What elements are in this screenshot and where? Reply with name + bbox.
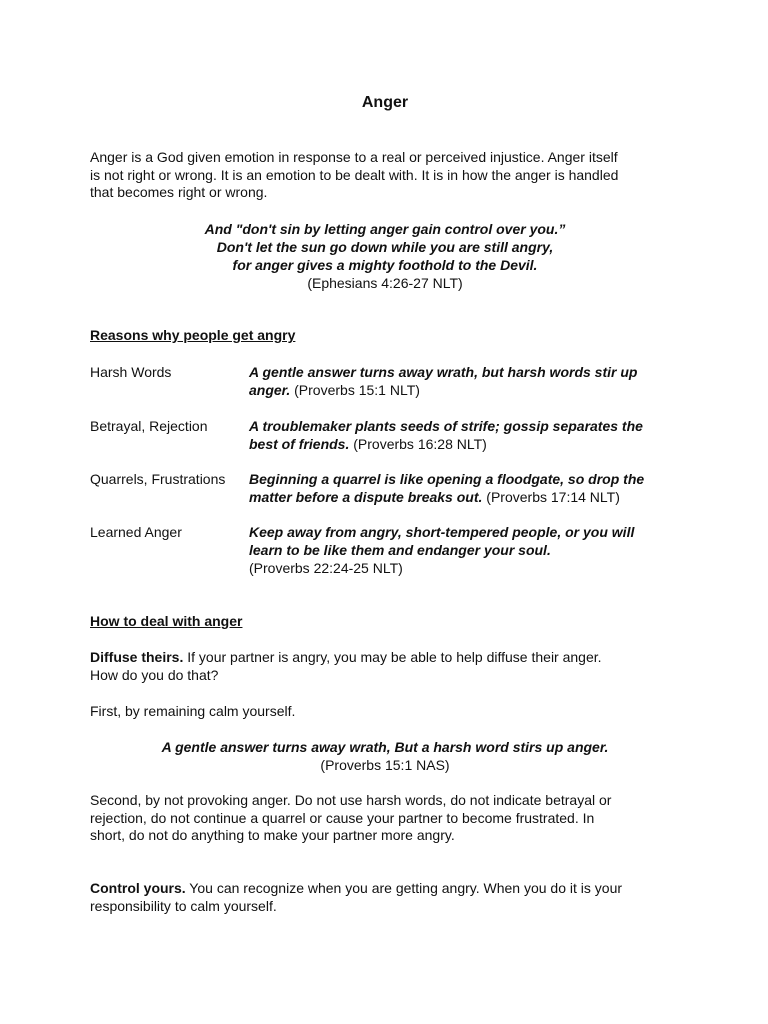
diffuse-text: If your partner is angry, you may be able to help diffuse their anger. bbox=[183, 649, 602, 665]
ephesians-quote bbox=[90, 220, 680, 292]
reason-verse-line-2: anger. bbox=[249, 382, 291, 398]
intro-line-2: is not right or wrong. It is an emotion to be dealt with. It is in how the anger is handled bbox=[90, 166, 619, 183]
proverbs-nas-line: A gentle answer turns away wrath, But a harsh word stirs up anger. bbox=[161, 739, 609, 755]
reason-reference: (Proverbs 16:28 NLT) bbox=[349, 436, 487, 452]
deal-heading: How to deal with anger bbox=[90, 613, 243, 629]
second-line-1: Second, by not provoking anger. Do not use harsh words, do not indicate betrayal or bbox=[90, 792, 612, 808]
reason-reference: (Proverbs 15:1 NLT) bbox=[290, 382, 420, 398]
second-paragraph bbox=[90, 792, 680, 845]
page-title: Anger bbox=[361, 94, 409, 111]
reason-reference: (Proverbs 22:24-25 NLT) bbox=[249, 560, 403, 576]
control-lead: Control yours. bbox=[90, 880, 186, 896]
diffuse-paragraph bbox=[90, 649, 680, 684]
reason-verse bbox=[249, 363, 689, 399]
intro-line-3: that becomes right or wrong. bbox=[90, 184, 268, 200]
ephesians-line-2: Don't let the sun go down while you are still angry, bbox=[216, 239, 554, 255]
reason-verse bbox=[249, 470, 689, 506]
reason-verse-line-2: best of friends. bbox=[249, 436, 350, 452]
diffuse-lead: Diffuse theirs. bbox=[90, 649, 184, 665]
reason-verse bbox=[249, 417, 689, 453]
reasons-heading: Reasons why people get angry bbox=[90, 327, 296, 343]
reason-verse-line-1: A gentle answer turns away wrath, but harsh words stir up bbox=[249, 364, 638, 380]
reason-verse-line-1: A troublemaker plants seeds of strife; gossip separates the bbox=[249, 418, 643, 434]
intro-paragraph bbox=[90, 149, 680, 202]
proverbs-nas-quote bbox=[90, 738, 680, 774]
second-line-2: rejection, do not continue a quarrel or cause your partner to become frustrated. In bbox=[90, 809, 595, 826]
reason-reference: (Proverbs 17:14 NLT) bbox=[482, 489, 620, 505]
control-text: You can recognize when you are getting angry. When you do it is your bbox=[185, 880, 623, 896]
reason-verse bbox=[249, 523, 689, 577]
reason-verse-line-2: learn to be like them and endanger your soul. bbox=[249, 542, 551, 558]
ephesians-reference: (Ephesians 4:26-27 NLT) bbox=[307, 275, 463, 291]
reason-verse-line-1: Beginning a quarrel is like opening a floodgate, so drop the bbox=[249, 471, 645, 487]
control-paragraph bbox=[90, 880, 680, 915]
reason-label: Betrayal, Rejection bbox=[90, 418, 208, 434]
intro-line-1: Anger is a God given emotion in response to a real or perceived injustice. Anger itself bbox=[90, 149, 618, 165]
second-line-3: short, do not do anything to make your partner more angry. bbox=[90, 827, 455, 843]
reason-verse-line-2: matter before a dispute breaks out. bbox=[249, 489, 483, 505]
proverbs-nas-reference: (Proverbs 15:1 NAS) bbox=[320, 757, 450, 773]
reason-label: Quarrels, Frustrations bbox=[90, 471, 226, 487]
diffuse-line-2: How do you do that? bbox=[90, 666, 219, 683]
first-paragraph: First, by remaining calm yourself. bbox=[90, 703, 296, 719]
control-line-2: responsibility to calm yourself. bbox=[90, 897, 277, 914]
ephesians-line-3: for anger gives a mighty foothold to the Devil. bbox=[232, 257, 538, 273]
reason-verse-line-1: Keep away from angry, short-tempered people, or you will bbox=[249, 524, 635, 540]
reason-label: Harsh Words bbox=[90, 364, 172, 380]
ephesians-line-1: And "don't sin by letting anger gain control over you.” bbox=[204, 221, 566, 237]
reason-label: Learned Anger bbox=[90, 524, 182, 540]
